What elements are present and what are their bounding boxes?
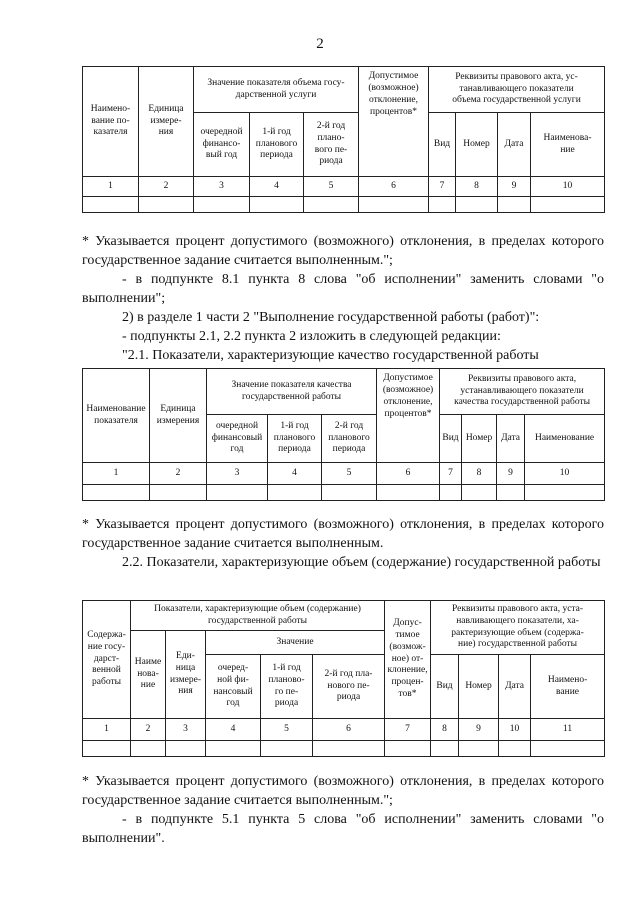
col-number: 9: [498, 177, 531, 197]
header-current-year: [194, 113, 250, 177]
col-number: 5: [322, 463, 377, 485]
text: Наимено- вание по- казателя: [90, 103, 131, 138]
header-first-plan-year: [268, 415, 322, 463]
table-service-volume-indicators: [82, 66, 605, 213]
header-first-plan-year: [250, 113, 304, 177]
text: 1-й год планового периода: [273, 420, 316, 455]
col-number: 5: [261, 719, 313, 741]
header-legal-act: [431, 601, 605, 655]
header-unit: [150, 369, 207, 463]
paragraph-8-1: - в подпункте 8.1 пункта 8 слова "об исполнении" заменить словами "о выполнении";: [82, 272, 604, 306]
paragraph-5-1: - в подпункте 5.1 пункта 5 слова "об исполнении" заменить словами "о выполнении".: [82, 812, 604, 846]
text: Реквизиты правового акта, уста- навливающего показатели, ха- рактеризующие объем (содержа- ние) государственной работы: [451, 603, 584, 650]
text: очередной финансовый год: [211, 420, 263, 455]
header-act-date: Дата: [499, 655, 531, 719]
col-number: 1: [83, 463, 150, 485]
header-indicator-name: [83, 369, 150, 463]
text: Единица измере- ния: [148, 103, 184, 138]
page-number: 2: [316, 36, 324, 52]
footnote-2: * Указывается процент допустимого (возможного) отклонения, в пределах которого государственное задание считается выполненным.: [82, 517, 604, 551]
col-number: 1: [83, 719, 131, 741]
col-number: 6: [359, 177, 429, 197]
col-number: 11: [531, 719, 605, 741]
header-legal-act: [429, 67, 605, 113]
header-indicator-name: [131, 631, 166, 719]
col-number: 9: [459, 719, 499, 741]
text: Еди- ница измере- ния: [169, 650, 202, 697]
col-number: 3: [166, 719, 206, 741]
text: Содержа- ние госу- дарст- венной работы: [87, 629, 126, 688]
header-current-year: [207, 415, 268, 463]
footnote-3: * Указывается процент допустимого (возможного) отклонения, в пределах которого государственное задание считается выполненным.";: [82, 774, 604, 808]
header-first-plan-year: [261, 655, 313, 719]
col-number: 10: [531, 177, 605, 197]
header-second-plan-year: [322, 415, 377, 463]
header-act-type: Вид: [440, 415, 462, 463]
col-number: 4: [250, 177, 304, 197]
text: 2-й год планового периода: [328, 420, 370, 455]
col-number: 8: [462, 463, 497, 485]
text: Наиме нова- ние: [134, 656, 162, 691]
header-act-date: Дата: [498, 113, 531, 177]
text: Реквизиты правового акта, ус- танавливающего показатели объема государственной услуги: [452, 71, 581, 106]
text: Наимено- вание: [547, 674, 588, 697]
table-work-quality-indicators: [82, 368, 605, 501]
text: 1-й год планового периода: [255, 126, 298, 161]
header-legal-act: [440, 369, 605, 415]
header-work-content: [83, 601, 131, 719]
header-act-type: Вид: [429, 113, 456, 177]
text: Значение показателя объема госу- дарственной услуги: [207, 77, 345, 100]
header-act-date: Дата: [497, 415, 525, 463]
header-current-year: [206, 655, 261, 719]
text: Допус- тимое (возмож- ное) от- клонение, процен- тов*: [387, 617, 428, 700]
header-act-number: Номер: [456, 113, 498, 177]
header-indicator-value: [194, 67, 359, 113]
paragraph-section-1: 2) в разделе 1 части 2 "Выполнение государственной работы (работ)":: [122, 310, 540, 325]
col-number: 8: [456, 177, 498, 197]
text: Значение показателя качества государственной работы: [231, 379, 352, 402]
text: Единица измерения: [156, 403, 200, 426]
header-allowed-deviation: [377, 369, 440, 463]
paragraph-2-2: 2.2. Показатели, характеризующие объем (содержание) государственной работы: [122, 555, 601, 570]
header-indicator-name: [83, 67, 139, 177]
header-allowed-deviation: [385, 601, 431, 719]
col-number: 10: [499, 719, 531, 741]
table-row: [83, 197, 605, 213]
header-allowed-deviation: [359, 67, 429, 177]
col-number: 3: [194, 177, 250, 197]
col-number: 1: [83, 177, 139, 197]
text: Показатели, характеризующие объем (содержание) государственной работы: [154, 603, 361, 626]
col-number: 5: [304, 177, 359, 197]
header-indicator-group: [131, 601, 385, 631]
text: очередной финансо- вый год: [200, 126, 243, 161]
text: Реквизиты правового акта, устанавливающего показатели качества государственной работы: [454, 373, 590, 408]
header-value: Значение: [206, 631, 385, 655]
col-number: 6: [377, 463, 440, 485]
paragraph-2-1: "2.1. Показатели, характеризующие качество государственной работы: [122, 348, 539, 363]
header-second-plan-year: [313, 655, 385, 719]
footnote-1: * Указывается процент допустимого (возможного) отклонения, в пределах которого государственное задание считается выполненным.";: [82, 234, 604, 268]
text: Наименование показателя: [86, 403, 146, 426]
header-act-name: [531, 113, 605, 177]
header-act-number: Номер: [459, 655, 499, 719]
text: 2-й год плано- вого пе- риода: [314, 120, 348, 167]
table-work-volume-indicators: [82, 600, 605, 757]
col-number: 8: [431, 719, 459, 741]
header-act-name: Наименование: [525, 415, 605, 463]
header-act-type: Вид: [431, 655, 459, 719]
text: Допустимое (возможное) отклонение, процентов*: [368, 71, 419, 117]
col-number: 2: [131, 719, 166, 741]
text: Наименова- ние: [543, 132, 592, 155]
col-number: 4: [206, 719, 261, 741]
text: 1-й год планово- го пе- риода: [268, 662, 305, 709]
text: 2-й год пла- нового пе- риода: [324, 668, 373, 703]
col-number: 4: [268, 463, 322, 485]
col-number: 6: [313, 719, 385, 741]
text: очеред- ной фи- нансовый год: [213, 662, 253, 709]
col-number: 2: [150, 463, 207, 485]
col-number: 2: [139, 177, 194, 197]
header-unit: [139, 67, 194, 177]
table-row: [83, 741, 605, 757]
col-number: 7: [385, 719, 431, 741]
header-indicator-value: [207, 369, 377, 415]
header-act-number: Номер: [462, 415, 497, 463]
col-number: 3: [207, 463, 268, 485]
header-second-plan-year: [304, 113, 359, 177]
header-unit: [166, 631, 206, 719]
text: Допустимое (возможное) отклонение, процентов*: [382, 373, 434, 419]
paragraph-subitems: - подпункты 2.1, 2.2 пункта 2 изложить в следующей редакции:: [122, 329, 501, 344]
col-number: 7: [429, 177, 456, 197]
header-act-name: [531, 655, 605, 719]
col-number: 7: [440, 463, 462, 485]
col-number: 9: [497, 463, 525, 485]
col-number: 10: [525, 463, 605, 485]
table-row: [83, 485, 605, 501]
